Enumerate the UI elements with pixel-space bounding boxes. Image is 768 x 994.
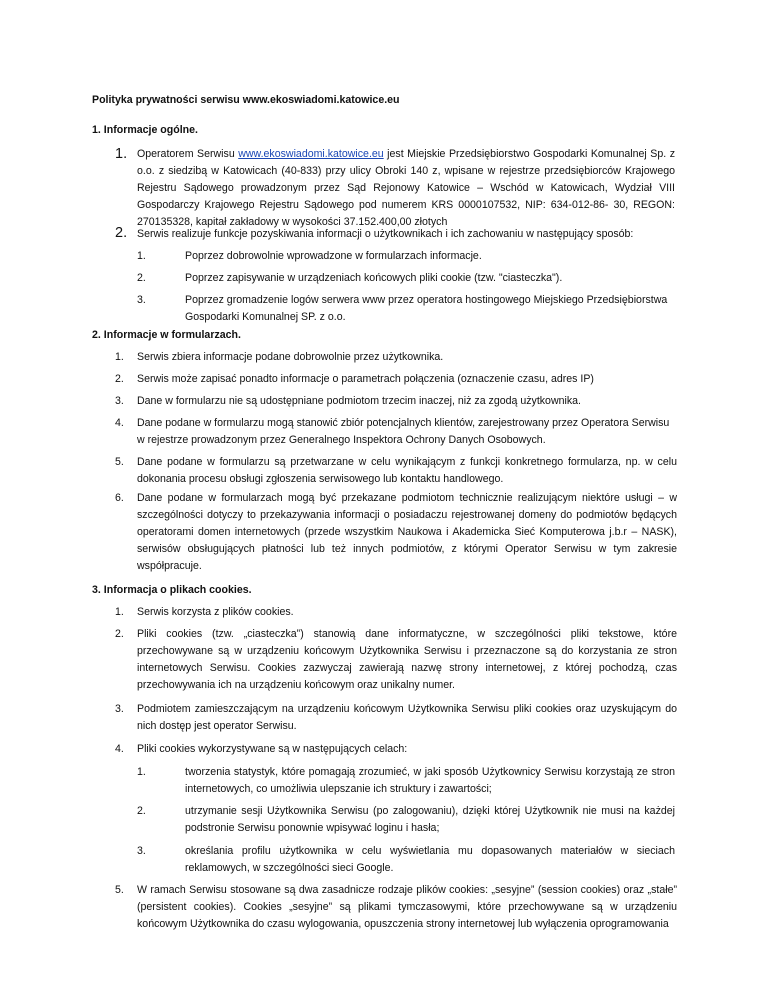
s3-item-1-text: Serwis korzysta z plików cookies. <box>137 606 294 618</box>
s1-item-1-pre: Operatorem Serwisu <box>137 148 239 160</box>
s3-item-3-text: Podmiotem zamieszczającym na urządzeniu końcowym Użytkownika Serwisu pliki cookies oraz uzyskującym do nich dostęp jest operator Serwisu. <box>137 703 677 732</box>
s1-sub-1-text: Poprzez dobrowolnie wprowadzone w formularzach informacje. <box>185 250 482 262</box>
s3-item-5-number: 5. <box>115 884 124 896</box>
s1-sub-3-text: Poprzez gromadzenie logów serwera www przez operatora hostingowego Miejskiego Przedsiębiorstwa Gospodarki Komunalnej SP. z o.o. <box>185 294 668 323</box>
section-3-heading: 3. Informacja o plikach cookies. <box>92 584 252 596</box>
s3-item-2-number: 2. <box>115 628 124 640</box>
s2-item-4-text: Dane podane w formularzu mogą stanowić zbiór potencjalnych klientów, zarejestrowany przez Operatora Serwisu w rejestrze prowadzonym przez Generalnego Inspektora Ochrony Danych Osobowych. <box>137 417 670 446</box>
s2-item-2-number: 2. <box>115 373 124 385</box>
s3-item-1-number: 1. <box>115 606 124 618</box>
s1-item-2-number: 2. <box>115 225 128 241</box>
s3-sub-3-number: 3. <box>137 845 146 857</box>
s1-item-2-text: Serwis realizuje funkcje pozyskiwania informacji o użytkownikach i ich zachowaniu w następujący sposób: <box>137 228 634 240</box>
section-1-heading: 1. Informacje ogólne. <box>92 124 198 136</box>
s3-item-3-number: 3. <box>115 703 124 715</box>
s3-item-2-text: Pliki cookies (tzw. „ciasteczka”) stanowią dane informatyczne, w szczególności pliki tekstowe, które przechowywane są w urządzeniu końcowym Użytkownika Serwisu i przeznaczone są do korzystania ze stron internetowych Serwisu. Cookies zazwyczaj zawierają nazwę strony internetowej, z której pochodzą, czas przechowywania ich na urządzeniu końcowym oraz unikalny numer. <box>137 628 677 691</box>
s2-item-5-text: Dane podane w formularzu są przetwarzane w celu wynikającym z funkcji konkretnego formularza, np. w celu dokonania procesu obsługi zgłoszenia serwisowego lub kontaktu handlowego. <box>137 456 677 485</box>
s3-sub-3-text: określania profilu użytkownika w celu wyświetlania mu dopasowanych materiałów w sieciach reklamowych, w szczególności sieci Google. <box>185 845 675 874</box>
s1-item-1-number: 1. <box>115 146 128 162</box>
s1-sub-1-number: 1. <box>137 250 146 262</box>
s3-item-4-number: 4. <box>115 743 124 755</box>
s1-sub-3-number: 3. <box>137 294 146 306</box>
s2-item-3-number: 3. <box>115 395 124 407</box>
s1-item-1-text <box>137 146 675 231</box>
s1-sub-2-text: Poprzez zapisywanie w urządzeniach końcowych pliki cookie (tzw. "ciasteczka"). <box>185 272 563 284</box>
s1-item-1-post: jest Miejskie Przedsiębiorstwo Gospodarki Komunalnej Sp. z o.o. z siedzibą w Katowicach (40-833) przy ulicy Obroki 140 z, wpisane w rejestrze przedsiębiorców Krajowego Rejestru Sądowego prowadzonym przez Sąd Rejonowy Katowice – Wschód w Katowicach, Wydział VIII Gospodarczy Krajowego Rejestru Sądowego pod numerem KRS 0000107532, NIP: 634-012-86- 30, REGON: 270135328, kapitał zakładowy w wysokości 37.152.400,00 złotych <box>137 148 675 228</box>
s3-sub-1-text: tworzenia statystyk, które pomagają zrozumieć, w jaki sposób Użytkownicy Serwisu korzystają ze stron internetowych, co umożliwia ulepszanie ich struktury i zawartości; <box>185 766 675 795</box>
s3-sub-1-number: 1. <box>137 766 146 778</box>
s1-sub-2-number: 2. <box>137 272 146 284</box>
s2-item-6-text: Dane podane w formularzach mogą być przekazane podmiotom technicznie realizującym niektóre usługi – w szczególności dotyczy to przekazywania informacji o posiadaczu rejestrowanej domeny do podmiotów będących operatorami domen internetowych (przede wszystkim Naukowa i Akademicka Sieć Komputerowa j.b.r – NASK), serwisów obsługujących płatności lub też innych podmiotów, z którymi Operator Serwisu w tym zakresie współpracuje. <box>137 492 677 572</box>
s2-item-6-number: 6. <box>115 492 124 504</box>
s2-item-2-text: Serwis może zapisać ponadto informacje o parametrach połączenia (oznaczenie czasu, adres IP) <box>137 373 594 385</box>
s3-sub-2-text: utrzymanie sesji Użytkownika Serwisu (po zalogowaniu), dzięki której Użytkownik nie musi na każdej podstronie Serwisu ponownie wpisywać loginu i hasła; <box>185 805 675 834</box>
section-2-heading: 2. Informacje w formularzach. <box>92 329 241 341</box>
s3-sub-2-number: 2. <box>137 805 146 817</box>
s2-item-3-text: Dane w formularzu nie są udostępniane podmiotom trzecim inaczej, niż za zgodą użytkownika. <box>137 395 581 407</box>
s2-item-4-number: 4. <box>115 417 124 429</box>
operator-website-link[interactable]: www.ekoswiadomi.katowice.eu <box>238 148 384 160</box>
s2-item-1-number: 1. <box>115 351 124 363</box>
s2-item-1-text: Serwis zbiera informacje podane dobrowolnie przez użytkownika. <box>137 351 444 363</box>
s2-item-5-number: 5. <box>115 456 124 468</box>
s3-item-5-text: W ramach Serwisu stosowane są dwa zasadnicze rodzaje plików cookies: „sesyjne” (session cookies) oraz „stałe” (persistent cookies). Cookies „sesyjne” są plikami tymczasowymi, które przechowywane są w urządzeniu końcowym Użytkownika do czasu wylogowania, opuszczenia strony internetowej lub wyłączenia oprogramowania <box>137 884 677 930</box>
document-title: Polityka prywatności serwisu www.ekoswiadomi.katowice.eu <box>92 94 400 106</box>
s3-item-4-text: Pliki cookies wykorzystywane są w następujących celach: <box>137 743 408 755</box>
